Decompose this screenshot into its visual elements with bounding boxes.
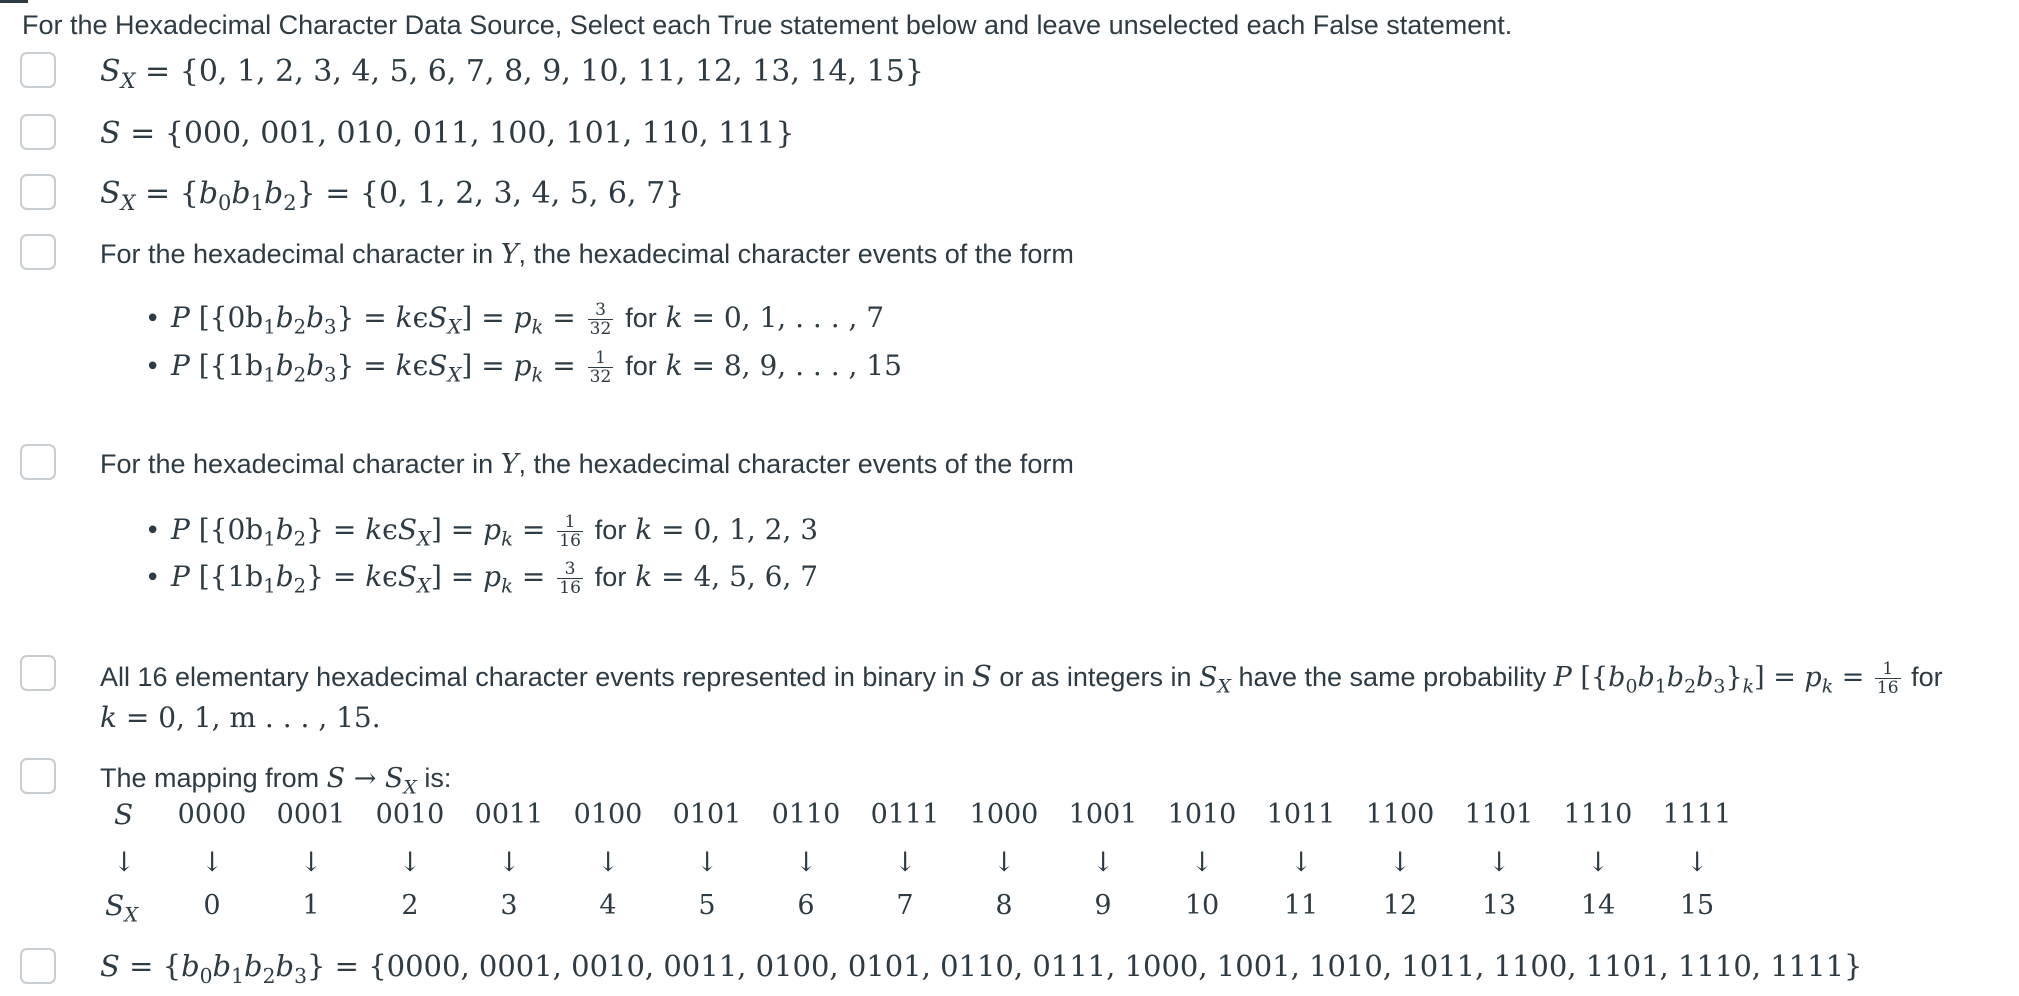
- s5-b2-lhs: {1b: [209, 560, 264, 593]
- mapping-integer-15: 15: [1679, 890, 1715, 921]
- mapping-integer-14: 14: [1580, 890, 1616, 921]
- statement-4-intro-text: For the hexadecimal character in: [100, 239, 494, 269]
- s6-text-d: for: [1911, 662, 1943, 692]
- mapping-integer-1: 1: [302, 890, 320, 921]
- mapping-arrow: ↓: [1487, 847, 1511, 878]
- question-prompt: For the Hexadecimal Character Data Source, Select each True statement below and leave unselected each False statement.: [22, 10, 1513, 40]
- statement-6-text: All 16 elementary hexadecimal character events represented in binary in S or as integers in $S_X$ have the same probability P $[\{b_0b_1b_2b_3\}_k] = p_k$ = $\frac{1}{16}$ for: [100, 659, 1943, 699]
- mapping-arrow: ↓: [1190, 847, 1214, 878]
- mapping-arrow: ↓: [200, 847, 224, 878]
- mapping-arrow: ↓: [794, 847, 818, 878]
- statement-3-set: {0, 1, 2, 3, 4, 5, 6, 7}: [359, 176, 685, 211]
- mapping-integer-2: 2: [401, 890, 419, 921]
- statement-4-intro-rest: , the hexadecimal character events of the form: [518, 239, 1074, 269]
- statement-1-checkbox[interactable]: [20, 52, 56, 88]
- mapping-arrow: ↓: [299, 847, 323, 878]
- statement-4-intro: [100, 236, 1074, 273]
- mapping-integer-7: 7: [896, 890, 914, 921]
- mapping-binary-1010: 1010: [1167, 799, 1237, 830]
- mapping-arrow: ↓: [497, 847, 521, 878]
- mapping-integer-6: 6: [797, 890, 815, 921]
- mapping-binary-0111: 0111: [870, 799, 940, 830]
- s6-frac: $\frac{1}{16}$: [1876, 659, 1899, 699]
- mapping-integer-8: 8: [995, 890, 1013, 921]
- mapping-s-label: S: [114, 798, 134, 831]
- corner-mark: [0, 0, 28, 3]
- mapping-integer-13: 13: [1481, 890, 1517, 921]
- statement-2-text: S = {000, 001, 010, 011, 100, 101, 110, 111}: [100, 116, 795, 151]
- mapping-arrow: ↓: [1586, 847, 1610, 878]
- s4-b2-for: for: [625, 351, 657, 381]
- mapping-arrow: ↓: [1685, 847, 1709, 878]
- statement-8-text: $S = \{b_0b_1b_2b_3\} = \{0000$, 0001, 0010, 0011, 0100, 0101, 0110, 0111, 1000, 1001, 1010, 1011, 1100, 1101, 1110, 1111}: [100, 949, 1863, 988]
- statement-8-set: {0000, 0001, 0010, 0011, 0100, 0101, 0110, 0111, 1000, 1001, 1010, 1011, 1100, 1101, 1110, 1111}: [368, 949, 1863, 983]
- s7-intro-end: is:: [424, 763, 452, 793]
- statement-1-text: $S_X = \{0$, 1, 2, 3, 4, 5, 6, 7, 8, 9, 10, 11, 12, 13, 14, 15}: [100, 54, 924, 93]
- s6-text-b: or as integers in: [999, 662, 1192, 692]
- mapping-integer-0: 0: [203, 890, 221, 921]
- statement-3-text: $S_X = \{b_0b_1b_2\} = \{0$, 1, 2, 3, 4, 5, 6, 7}: [100, 176, 685, 215]
- mapping-sx-label: $S_X$: [105, 889, 139, 927]
- statement-5-bullet-2: • P $[\{1b_1b_2\} = k\epsilon S_X] = p_k$ = $\frac{3}{16}$ for k = 4, 5, 6, 7: [145, 559, 819, 598]
- mapping-binary-0010: 0010: [375, 799, 445, 830]
- mapping-binary-0001: 0001: [276, 799, 346, 830]
- s4-b1-range: 0, 1, . . . , 7: [723, 301, 885, 334]
- s5-b1-lhs: {0b: [209, 513, 264, 546]
- statement-4-var: Y: [500, 239, 519, 270]
- mapping-binary-0000: 0000: [177, 799, 247, 830]
- mapping-arrow: ↓: [893, 847, 917, 878]
- mapping-integer-12: 12: [1382, 890, 1418, 921]
- statement-2-set: {000, 001, 010, 011, 100, 101, 110, 111}: [164, 116, 795, 151]
- statement-8-checkbox[interactable]: [20, 948, 56, 984]
- s6-text-a: All 16 elementary hexadecimal character events represented in binary in: [100, 662, 965, 692]
- mapping-binary-1111: 1111: [1662, 799, 1732, 830]
- mapping-binary-0101: 0101: [672, 799, 742, 830]
- statement-7-checkbox[interactable]: [20, 758, 56, 794]
- statement-3-checkbox[interactable]: [20, 174, 56, 210]
- mapping-arrow: ↓: [695, 847, 719, 878]
- statement-6-range: k = 0, 1, m . . . , 15.: [100, 701, 381, 734]
- s5-b2-range: 4, 5, 6, 7: [693, 560, 819, 593]
- statement-5-var: Y: [500, 449, 519, 480]
- s4-b2-frac: $\frac{1}{32}$: [589, 348, 612, 387]
- mapping-binary-0100: 0100: [573, 799, 643, 830]
- mapping-integer-5: 5: [698, 890, 716, 921]
- mapping-arrow: ↓: [1388, 847, 1412, 878]
- s5-b2-frac: $\frac{3}{16}$: [559, 559, 581, 598]
- mapping-binary-1011: 1011: [1266, 799, 1336, 830]
- s7-intro-text: The mapping from: [100, 763, 320, 793]
- mapping-integer-4: 4: [599, 890, 617, 921]
- s6-text-c: have the same probability: [1238, 662, 1547, 692]
- mapping-binary-1000: 1000: [969, 799, 1039, 830]
- statement-4-checkbox[interactable]: [20, 234, 56, 270]
- statement-4-bullet-1: • P $[\{0b_1b_2b_3\} = k\epsilon S_X] = p_k$ = $\frac{3}{32}$ for k = 0, 1, . . . , 7: [145, 300, 885, 339]
- mapping-integer-11: 11: [1283, 890, 1319, 921]
- statement-1-set: {0, 1, 2, 3, 4, 5, 6, 7, 8, 9, 10, 11, 12, 13, 14, 15}: [179, 54, 924, 89]
- s4-b1-lhs: {0b: [209, 301, 264, 334]
- mapping-arrow: ↓: [398, 847, 422, 878]
- statement-5-checkbox[interactable]: [20, 444, 56, 480]
- mapping-arrow: ↓: [112, 847, 136, 878]
- mapping-binary-1001: 1001: [1068, 799, 1138, 830]
- statement-7-intro: The mapping from $S \to S_X$ is:: [100, 763, 452, 799]
- mapping-arrow: ↓: [596, 847, 620, 878]
- statement-5-intro: [100, 446, 1074, 483]
- s4-b2-range: 8, 9, . . . , 15: [723, 349, 902, 382]
- statement-5-intro-text: For the hexadecimal character in: [100, 449, 494, 479]
- mapping-integer-9: 9: [1094, 890, 1112, 921]
- s4-b1-frac: $\frac{3}{32}$: [589, 300, 612, 339]
- s6-range-values: 0, 1, m . . . , 15.: [158, 701, 381, 734]
- statement-4-bullet-2: • P $[\{1b_1b_2b_3\} = k\epsilon S_X] = p_k$ = $\frac{1}{32}$ for k = 8, 9, . . . , 15: [145, 348, 902, 387]
- statement-5-bullet-1: • P $[\{0b_1b_2\} = k\epsilon S_X] = p_k$ = $\frac{1}{16}$ for k = 0, 1, 2, 3: [145, 512, 819, 551]
- s4-b2-lhs: {1b: [209, 349, 264, 382]
- s5-b1-range: 0, 1, 2, 3: [693, 513, 819, 546]
- s5-b1-frac: $\frac{1}{16}$: [559, 512, 581, 551]
- mapping-integer-10: 10: [1184, 890, 1220, 921]
- mapping-binary-0110: 0110: [771, 799, 841, 830]
- mapping-binary-1101: 1101: [1464, 799, 1534, 830]
- statement-2-checkbox[interactable]: [20, 114, 56, 150]
- statement-5-intro-rest: , the hexadecimal character events of the form: [518, 449, 1074, 479]
- s5-b1-for: for: [594, 515, 627, 545]
- s5-b2-for: for: [594, 562, 627, 592]
- statement-6-checkbox[interactable]: [20, 655, 56, 691]
- mapping-binary-1110: 1110: [1563, 799, 1633, 830]
- mapping-arrow: ↓: [992, 847, 1016, 878]
- mapping-integer-3: 3: [500, 890, 518, 921]
- mapping-arrow: ↓: [1289, 847, 1313, 878]
- s4-b1-for: for: [625, 303, 657, 333]
- mapping-binary-1100: 1100: [1365, 799, 1435, 830]
- mapping-binary-0011: 0011: [474, 799, 544, 830]
- mapping-arrow: ↓: [1091, 847, 1115, 878]
